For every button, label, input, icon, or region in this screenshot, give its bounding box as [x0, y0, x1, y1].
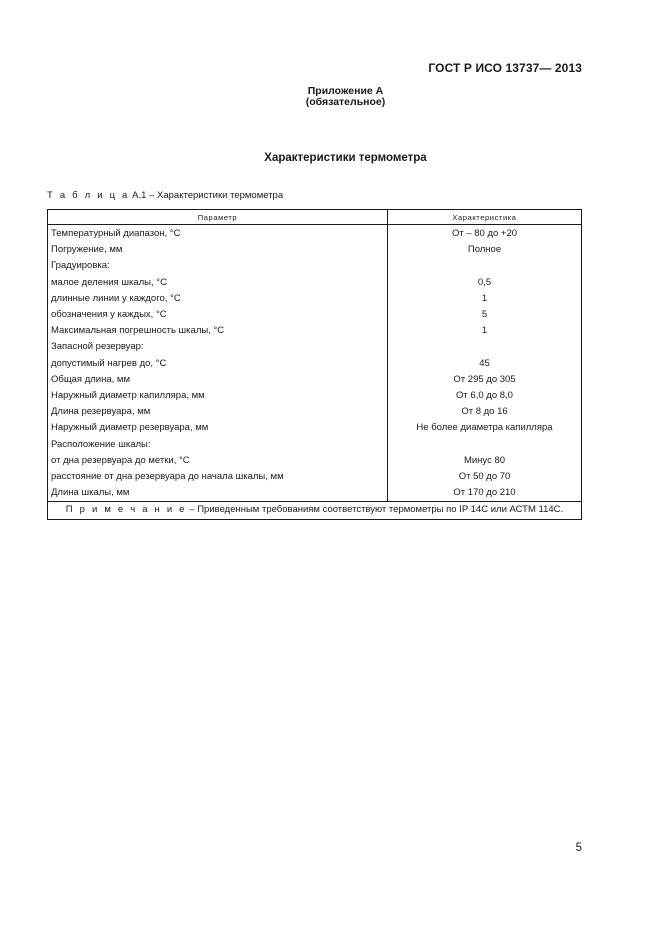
characteristic-cell	[388, 339, 582, 355]
table-note-text: – Приведенным требованиям соответствуют термометры по IP 14C или АСТМ 114С.	[186, 504, 564, 516]
table-note	[48, 502, 582, 519]
table-row	[48, 242, 582, 258]
parameter-cell: допустимый нагрев до, °С	[48, 356, 388, 372]
characteristic-cell: От 6,0 до 8,0	[388, 388, 582, 404]
characteristic-cell: 45	[388, 356, 582, 372]
parameter-cell: Запасной резервуар:	[48, 339, 388, 355]
table-row	[48, 339, 582, 355]
parameter-cell: Наружный диаметр резервуара, мм	[48, 420, 388, 436]
parameter-cell: от дна резервуара до метки, °С	[48, 453, 388, 469]
parameter-cell: Расположение шкалы:	[48, 437, 388, 453]
characteristic-cell	[388, 258, 582, 274]
parameter-cell: Максимальная погрешность шкалы, °С	[48, 323, 388, 339]
parameter-cell: обозначения у каждых, °С	[48, 307, 388, 323]
characteristic-cell: Не более диаметра капилляра	[388, 420, 582, 436]
table-row	[48, 420, 582, 436]
column-header-parameter: Параметр	[48, 210, 388, 225]
table-row	[48, 437, 582, 453]
parameter-cell: малое деления шкалы, °С	[48, 275, 388, 291]
table-row	[48, 372, 582, 388]
table-caption-prefix: Т а б л и ц а	[47, 190, 130, 201]
table-row	[48, 323, 582, 339]
section-title: Характеристики термометра	[264, 152, 427, 164]
table-row	[48, 275, 582, 291]
characteristic-cell: Минус 80	[388, 453, 582, 469]
characteristic-cell: 0,5	[388, 275, 582, 291]
table-row	[48, 356, 582, 372]
table-row	[48, 291, 582, 307]
annex-title: Приложение А	[307, 85, 384, 97]
table-caption-text: А.1 – Характеристики термометра	[129, 190, 284, 201]
parameter-cell: длинные линии у каждого, °С	[48, 291, 388, 307]
characteristic-cell: От 8 до 16	[388, 404, 582, 420]
table-row	[48, 307, 582, 323]
page-number: 5	[575, 842, 582, 854]
annex-status: (обязательное)	[305, 96, 386, 108]
standard-code: ГОСТ Р ИСО 13737— 2013	[428, 61, 582, 75]
table-header-row	[48, 210, 582, 225]
characteristics-table	[47, 209, 582, 520]
parameter-cell: Температурный диапазон, °С	[48, 225, 388, 243]
characteristic-cell: От – 80 до +20	[388, 225, 582, 243]
table-caption	[47, 190, 283, 201]
parameter-cell: Наружный диаметр капилляра, мм	[48, 388, 388, 404]
table-row	[48, 485, 582, 502]
table-row	[48, 469, 582, 485]
parameter-cell: Погружение, мм	[48, 242, 388, 258]
parameter-cell: Длина резервуара, мм	[48, 404, 388, 420]
characteristic-cell: 1	[388, 323, 582, 339]
table-row	[48, 453, 582, 469]
characteristic-cell: 5	[388, 307, 582, 323]
annex-heading	[0, 86, 661, 108]
parameter-cell: Длина шкалы, мм	[48, 485, 388, 502]
table-row	[48, 225, 582, 243]
parameter-cell: расстояние от дна резервуара до начала шкалы, мм	[48, 469, 388, 485]
characteristic-cell: От 50 до 70	[388, 469, 582, 485]
parameter-cell: Градуировка:	[48, 258, 388, 274]
column-header-characteristic: Характеристика	[388, 210, 582, 225]
characteristic-cell: 1	[388, 291, 582, 307]
table-note-row	[48, 502, 582, 519]
table-note-prefix: П р и м е ч а н и е	[65, 504, 187, 516]
table-row	[48, 388, 582, 404]
parameter-cell: Общая длина, мм	[48, 372, 388, 388]
table-row	[48, 404, 582, 420]
characteristic-cell	[388, 437, 582, 453]
table-row	[48, 258, 582, 274]
characteristic-cell: От 170 до 210	[388, 485, 582, 502]
characteristic-cell: Полное	[388, 242, 582, 258]
table-body	[48, 225, 582, 502]
characteristic-cell: От 295 до 305	[388, 372, 582, 388]
